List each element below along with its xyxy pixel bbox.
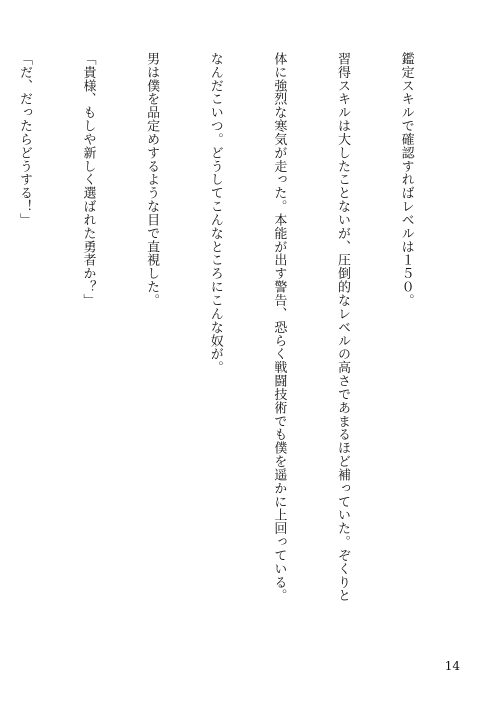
vertical-body-text: [16, 52, 459, 603]
text-line: 「貴様、もしや新しく選ばれた勇者か？」: [80, 52, 96, 307]
text-line: 鑑定スキルで確認すればレベルは１５０。: [398, 52, 414, 307]
text-line: 習得スキルは大したことないが、圧倒的なレベルの高さであまるほど補っていた。ぞくりと: [334, 52, 350, 603]
text-line: なんだこいつ。どうしてこんなところにこんな奴が。: [207, 52, 223, 375]
text-line: 体に強烈な寒気が走った。本能が出す警告、恐らく戦闘技術でも僕を遥かに上回っている。: [271, 52, 287, 603]
text-line: 男は僕を品定めするような目で直視した。: [144, 52, 160, 307]
text-line: 「だ、だったらどうする！」: [16, 52, 32, 227]
page-number: 14: [444, 659, 460, 673]
